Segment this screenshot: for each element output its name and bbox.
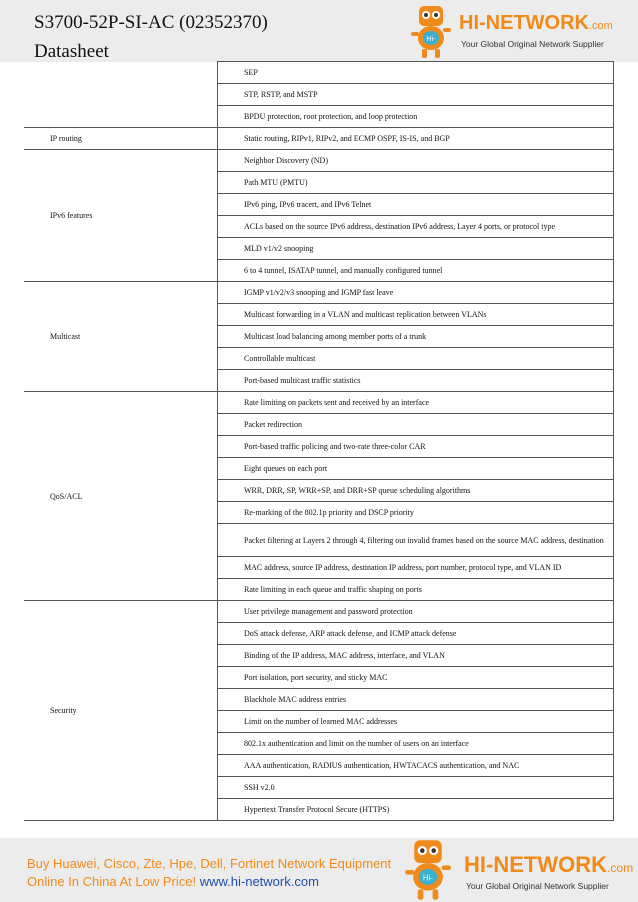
page-footer: [0, 838, 638, 902]
feature-cell: Path MTU (PMTU): [218, 172, 614, 194]
table-row: [24, 282, 614, 304]
feature-cell: 802.1x authentication and limit on the number of users on an interface: [218, 733, 614, 755]
feature-cell: Binding of the IP address, MAC address, interface, and VLAN: [218, 645, 614, 667]
category-cell: QoS/ACL: [24, 392, 218, 601]
table-row: [24, 150, 614, 172]
footer-logo: [398, 838, 634, 902]
page-header: [0, 0, 638, 62]
feature-cell: 6 to 4 tunnel, ISATAP tunnel, and manually configured tunnel: [218, 260, 614, 282]
feature-cell: IGMP v1/v2/v3 snooping and IGMP fast leave: [218, 282, 614, 304]
feature-cell: Static routing, RIPv1, RIPv2, and ECMP OSPF, IS-IS, and BGP: [218, 128, 614, 150]
footer-promo-line-2: Online In China At Low Price! www.hi-network.com: [27, 874, 319, 889]
feature-cell: Multicast load balancing among member ports of a trunk: [218, 326, 614, 348]
feature-cell: Packet redirection: [218, 414, 614, 436]
mascot-logo-icon: [398, 838, 458, 902]
feature-cell: AAA authentication, RADIUS authentication, HWTACACS authentication, and NAC: [218, 755, 614, 777]
feature-cell: Port-based multicast traffic statistics: [218, 370, 614, 392]
category-cell: Multicast: [24, 282, 218, 392]
spec-table: [24, 61, 614, 821]
mascot-label: Hi-: [422, 873, 434, 883]
feature-cell: Multicast forwarding in a VLAN and multicast replication between VLANs: [218, 304, 614, 326]
feature-cell: SSH v2.0: [218, 777, 614, 799]
category-cell: IP routing: [24, 128, 218, 150]
feature-cell: Neighbor Discovery (ND): [218, 150, 614, 172]
feature-cell: Blackhole MAC address entries: [218, 689, 614, 711]
feature-cell: BPDU protection, root protection, and loop protection: [218, 106, 614, 128]
feature-cell: Rate limiting in each queue and traffic shaping on ports: [218, 579, 614, 601]
table-row: [24, 392, 614, 414]
feature-cell: Rate limiting on packets sent and received by an interface: [218, 392, 614, 414]
footer-website-link[interactable]: www.hi-network.com: [199, 874, 319, 889]
feature-cell: Port-based traffic policing and two-rate three-color CAR: [218, 436, 614, 458]
feature-cell: Eight queues on each port: [218, 458, 614, 480]
category-cell: [24, 62, 218, 128]
document-subtitle: Datasheet: [34, 41, 109, 62]
table-row: [24, 128, 614, 150]
brand-tagline: Your Global Original Network Supplier: [466, 881, 609, 891]
feature-cell: STP, RSTP, and MSTP: [218, 84, 614, 106]
table-row: [24, 62, 614, 84]
feature-cell: User privilege management and password protection: [218, 601, 614, 623]
mascot-label: Hi-: [426, 36, 436, 43]
feature-cell: ACLs based on the source IPv6 address, destination IPv6 address, Layer 4 ports, or protocol type: [218, 216, 614, 238]
feature-cell: Hypertext Transfer Protocol Secure (HTTPS): [218, 799, 614, 821]
feature-cell: MAC address, source IP address, destination IP address, port number, protocol type, and VLAN ID: [218, 557, 614, 579]
brand-wordmark: HI-NETWORK.com: [464, 852, 634, 877]
document-title: S3700-52P-SI-AC (02352370): [34, 12, 268, 33]
feature-cell: Controllable multicast: [218, 348, 614, 370]
feature-cell: WRR, DRR, SP, WRR+SP, and DRR+SP queue scheduling algorithms: [218, 480, 614, 502]
feature-cell: Limit on the number of learned MAC addresses: [218, 711, 614, 733]
feature-cell: SEP: [218, 62, 614, 84]
feature-cell: IPv6 ping, IPv6 tracert, and IPv6 Telnet: [218, 194, 614, 216]
table-row: [24, 601, 614, 623]
feature-cell: DoS attack defense, ARP attack defense, and ICMP attack defense: [218, 623, 614, 645]
brand-wordmark: HI-NETWORK.com: [459, 12, 613, 34]
feature-cell: MLD v1/v2 snooping: [218, 238, 614, 260]
header-logo: [405, 4, 615, 60]
brand-tagline: Your Global Original Network Supplier: [461, 39, 604, 49]
mascot-logo-icon: [405, 4, 457, 60]
category-cell: Security: [24, 601, 218, 821]
footer-promo-line: Buy Huawei, Cisco, Zte, Hpe, Dell, Fortinet Network Equipment: [27, 856, 392, 871]
feature-cell: Port isolation, port security, and sticky MAC: [218, 667, 614, 689]
feature-cell: Re-marking of the 802.1p priority and DSCP priority: [218, 502, 614, 524]
feature-cell: Packet filtering at Layers 2 through 4, filtering out invalid frames based on the source MAC address, destination: [218, 524, 614, 557]
category-cell: IPv6 features: [24, 150, 218, 282]
